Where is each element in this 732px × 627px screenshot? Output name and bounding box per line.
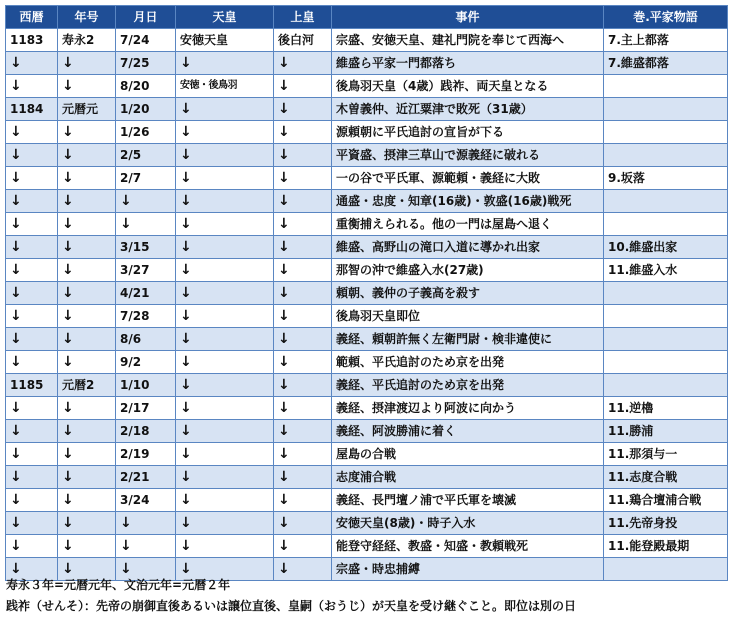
cell-heike-chapter	[604, 121, 728, 144]
cell-retired-emperor: ↓	[274, 489, 332, 512]
cell-retired-emperor: ↓	[274, 98, 332, 121]
cell-retired-emperor: ↓	[274, 75, 332, 98]
cell-emperor: ↓	[176, 167, 274, 190]
cell-year: ↓	[6, 167, 58, 190]
cell-emperor: ↓	[176, 558, 274, 581]
cell-event: 平資盛、摂津三草山で源義経に破れる	[332, 144, 604, 167]
cell-emperor: ↓	[176, 397, 274, 420]
cell-year: 1184	[6, 98, 58, 121]
cell-event: 那智の沖で維盛入水(27歳)	[332, 259, 604, 282]
cell-date: 3/15	[116, 236, 176, 259]
cell-date: 1/20	[116, 98, 176, 121]
header-year: 西暦	[6, 6, 58, 29]
cell-date: ↓	[116, 512, 176, 535]
cell-era: ↓	[58, 121, 116, 144]
table-row	[6, 535, 728, 558]
cell-emperor: ↓	[176, 98, 274, 121]
cell-date: 2/17	[116, 397, 176, 420]
cell-year: ↓	[6, 305, 58, 328]
cell-emperor: 安徳天皇	[176, 29, 274, 52]
cell-date: 2/18	[116, 420, 176, 443]
cell-date: 8/20	[116, 75, 176, 98]
cell-heike-chapter: 11.先帝身投	[604, 512, 728, 535]
cell-event: 維盛ら平家一門都落ち	[332, 52, 604, 75]
header-date: 月日	[116, 6, 176, 29]
cell-event: 維盛、高野山の滝口入道に導かれ出家	[332, 236, 604, 259]
cell-event: 一の谷で平氏軍、源範頼・義経に大敗	[332, 167, 604, 190]
cell-emperor: ↓	[176, 52, 274, 75]
cell-year: ↓	[6, 75, 58, 98]
cell-emperor: ↓	[176, 305, 274, 328]
table-row	[6, 282, 728, 305]
chronology-table	[5, 5, 728, 581]
table-row	[6, 443, 728, 466]
cell-retired-emperor: ↓	[274, 328, 332, 351]
cell-era: ↓	[58, 443, 116, 466]
table-row	[6, 512, 728, 535]
table-row	[6, 397, 728, 420]
cell-era: ↓	[58, 167, 116, 190]
table-row	[6, 328, 728, 351]
cell-date: 4/21	[116, 282, 176, 305]
cell-era: ↓	[58, 466, 116, 489]
cell-event: 後鳥羽天皇（4歳）践祚、両天皇となる	[332, 75, 604, 98]
cell-era: 元暦2	[58, 374, 116, 397]
cell-era: ↓	[58, 305, 116, 328]
cell-date: 3/27	[116, 259, 176, 282]
cell-era: ↓	[58, 213, 116, 236]
cell-year: 1183	[6, 29, 58, 52]
cell-event: 義経、長門壇ノ浦で平氏軍を壊滅	[332, 489, 604, 512]
cell-era: ↓	[58, 75, 116, 98]
table-row	[6, 52, 728, 75]
cell-year: ↓	[6, 535, 58, 558]
cell-heike-chapter: 10.維盛出家	[604, 236, 728, 259]
table-row	[6, 167, 728, 190]
cell-heike-chapter: 11.鶏合壇浦合戦	[604, 489, 728, 512]
cell-era: ↓	[58, 558, 116, 581]
cell-event: 頼朝、義仲の子義高を殺す	[332, 282, 604, 305]
cell-date: ↓	[116, 535, 176, 558]
cell-emperor: ↓	[176, 236, 274, 259]
cell-date: 1/26	[116, 121, 176, 144]
cell-era: ↓	[58, 351, 116, 374]
cell-retired-emperor: 後白河	[274, 29, 332, 52]
cell-event: 義経、頼朝許無く左衛門尉・検非違使に	[332, 328, 604, 351]
table-row	[6, 213, 728, 236]
cell-event: 屋島の合戦	[332, 443, 604, 466]
chronology-table-container	[5, 5, 727, 581]
cell-era: ↓	[58, 144, 116, 167]
cell-date: 2/5	[116, 144, 176, 167]
cell-heike-chapter: 11.那須与一	[604, 443, 728, 466]
cell-emperor: ↓	[176, 351, 274, 374]
table-row	[6, 259, 728, 282]
cell-heike-chapter	[604, 305, 728, 328]
cell-year: ↓	[6, 236, 58, 259]
cell-emperor: ↓	[176, 512, 274, 535]
cell-retired-emperor: ↓	[274, 558, 332, 581]
cell-event: 義経、摂津渡辺より阿波に向かう	[332, 397, 604, 420]
cell-era: ↓	[58, 397, 116, 420]
cell-emperor: ↓	[176, 443, 274, 466]
cell-heike-chapter	[604, 144, 728, 167]
cell-heike-chapter	[604, 98, 728, 121]
cell-emperor: ↓	[176, 121, 274, 144]
table-row	[6, 144, 728, 167]
cell-date: 3/24	[116, 489, 176, 512]
cell-event: 重衡捕えられる。他の一門は屋島へ退く	[332, 213, 604, 236]
cell-event: 宗盛、安徳天皇、建礼門院を奉じて西海へ	[332, 29, 604, 52]
header-event: 事件	[332, 6, 604, 29]
header-heike-chapter: 巻.平家物語	[604, 6, 728, 29]
notes	[6, 575, 576, 617]
cell-heike-chapter	[604, 351, 728, 374]
cell-date: 2/19	[116, 443, 176, 466]
cell-era: ↓	[58, 328, 116, 351]
note-era-equivalence: 寿永３年=元暦元年、文治元年=元暦２年	[6, 578, 231, 592]
cell-retired-emperor: ↓	[274, 443, 332, 466]
cell-retired-emperor: ↓	[274, 144, 332, 167]
cell-emperor: ↓	[176, 535, 274, 558]
cell-retired-emperor: ↓	[274, 121, 332, 144]
cell-retired-emperor: ↓	[274, 167, 332, 190]
table-row	[6, 236, 728, 259]
cell-event: 能登守経経、教盛・知盛・教頼戦死	[332, 535, 604, 558]
table-row	[6, 374, 728, 397]
header-row	[6, 6, 728, 29]
cell-year: ↓	[6, 443, 58, 466]
cell-year: ↓	[6, 397, 58, 420]
cell-retired-emperor: ↓	[274, 420, 332, 443]
cell-date: 7/28	[116, 305, 176, 328]
cell-date: 9/2	[116, 351, 176, 374]
table-row	[6, 489, 728, 512]
cell-heike-chapter	[604, 374, 728, 397]
cell-heike-chapter	[604, 282, 728, 305]
cell-year: ↓	[6, 420, 58, 443]
cell-event: 範頼、平氏追討のため京を出発	[332, 351, 604, 374]
cell-retired-emperor: ↓	[274, 259, 332, 282]
table-row	[6, 75, 728, 98]
cell-heike-chapter	[604, 328, 728, 351]
cell-date: ↓	[116, 213, 176, 236]
cell-emperor: 安徳・後鳥羽	[176, 75, 274, 98]
cell-event: 義経、阿波勝浦に着く	[332, 420, 604, 443]
cell-year: ↓	[6, 512, 58, 535]
cell-date: 2/7	[116, 167, 176, 190]
cell-retired-emperor: ↓	[274, 397, 332, 420]
cell-year: ↓	[6, 466, 58, 489]
cell-heike-chapter: 11.維盛入水	[604, 259, 728, 282]
cell-date: 8/6	[116, 328, 176, 351]
cell-event: 源頼朝に平氏追討の宣旨が下る	[332, 121, 604, 144]
cell-year: ↓	[6, 351, 58, 374]
cell-retired-emperor: ↓	[274, 535, 332, 558]
cell-era: ↓	[58, 420, 116, 443]
cell-year: ↓	[6, 282, 58, 305]
cell-year: ↓	[6, 259, 58, 282]
cell-event: 志度浦合戦	[332, 466, 604, 489]
cell-emperor: ↓	[176, 259, 274, 282]
cell-date: 7/24	[116, 29, 176, 52]
cell-retired-emperor: ↓	[274, 351, 332, 374]
cell-event: 安徳天皇(8歳)・時子入水	[332, 512, 604, 535]
cell-heike-chapter	[604, 75, 728, 98]
table-row	[6, 29, 728, 52]
cell-year: ↓	[6, 213, 58, 236]
cell-era: ↓	[58, 535, 116, 558]
cell-year: ↓	[6, 52, 58, 75]
cell-heike-chapter: 7.維盛都落	[604, 52, 728, 75]
cell-emperor: ↓	[176, 213, 274, 236]
cell-emperor: ↓	[176, 190, 274, 213]
cell-emperor: ↓	[176, 328, 274, 351]
cell-emperor: ↓	[176, 420, 274, 443]
cell-retired-emperor: ↓	[274, 305, 332, 328]
cell-event: 木曽義仲、近江粟津で敗死（31歳）	[332, 98, 604, 121]
cell-date: ↓	[116, 558, 176, 581]
cell-date: ↓	[116, 190, 176, 213]
cell-retired-emperor: ↓	[274, 190, 332, 213]
cell-era: 元暦元	[58, 98, 116, 121]
cell-year: ↓	[6, 190, 58, 213]
cell-retired-emperor: ↓	[274, 52, 332, 75]
cell-era: ↓	[58, 236, 116, 259]
cell-year: ↓	[6, 558, 58, 581]
header-retired-emperor: 上皇	[274, 6, 332, 29]
cell-era: ↓	[58, 259, 116, 282]
cell-year: ↓	[6, 121, 58, 144]
cell-year: ↓	[6, 489, 58, 512]
header-emperor: 天皇	[176, 6, 274, 29]
cell-retired-emperor: ↓	[274, 374, 332, 397]
cell-era: ↓	[58, 52, 116, 75]
cell-retired-emperor: ↓	[274, 236, 332, 259]
cell-event: 通盛・忠度・知章(16歳)・敦盛(16歳)戦死	[332, 190, 604, 213]
cell-retired-emperor: ↓	[274, 213, 332, 236]
cell-emperor: ↓	[176, 282, 274, 305]
cell-date: 1/10	[116, 374, 176, 397]
cell-year: ↓	[6, 144, 58, 167]
cell-date: 2/21	[116, 466, 176, 489]
table-body	[6, 29, 728, 581]
header-era: 年号	[58, 6, 116, 29]
table-row	[6, 351, 728, 374]
cell-era: ↓	[58, 489, 116, 512]
table-row	[6, 98, 728, 121]
cell-event: 義経、平氏追討のため京を出発	[332, 374, 604, 397]
cell-heike-chapter	[604, 213, 728, 236]
table-row	[6, 420, 728, 443]
cell-retired-emperor: ↓	[274, 512, 332, 535]
cell-heike-chapter: 11.能登殿最期	[604, 535, 728, 558]
cell-heike-chapter: 11.志度合戦	[604, 466, 728, 489]
cell-retired-emperor: ↓	[274, 466, 332, 489]
cell-era: ↓	[58, 282, 116, 305]
table-row	[6, 121, 728, 144]
cell-date: 7/25	[116, 52, 176, 75]
cell-heike-chapter: 7.主上都落	[604, 29, 728, 52]
cell-era: ↓	[58, 512, 116, 535]
cell-heike-chapter: 11.勝浦	[604, 420, 728, 443]
cell-heike-chapter: 11.逆櫓	[604, 397, 728, 420]
cell-heike-chapter	[604, 190, 728, 213]
cell-heike-chapter	[604, 558, 728, 581]
cell-event: 後鳥羽天皇即位	[332, 305, 604, 328]
cell-year: 1185	[6, 374, 58, 397]
cell-year: ↓	[6, 328, 58, 351]
cell-emperor: ↓	[176, 374, 274, 397]
cell-era: 寿永2	[58, 29, 116, 52]
table-row	[6, 190, 728, 213]
cell-event: 宗盛・時忠捕縛	[332, 558, 604, 581]
cell-emperor: ↓	[176, 466, 274, 489]
cell-emperor: ↓	[176, 144, 274, 167]
note-senso-definition: 践祚（せんそ）：先帝の崩御直後あるいは譲位直後、皇嗣（おうじ）が天皇を受け継ぐこと。即位は別の日	[6, 599, 577, 613]
table-row	[6, 305, 728, 328]
cell-emperor: ↓	[176, 489, 274, 512]
cell-heike-chapter: 9.坂落	[604, 167, 728, 190]
cell-era: ↓	[58, 190, 116, 213]
cell-retired-emperor: ↓	[274, 282, 332, 305]
table-row	[6, 466, 728, 489]
